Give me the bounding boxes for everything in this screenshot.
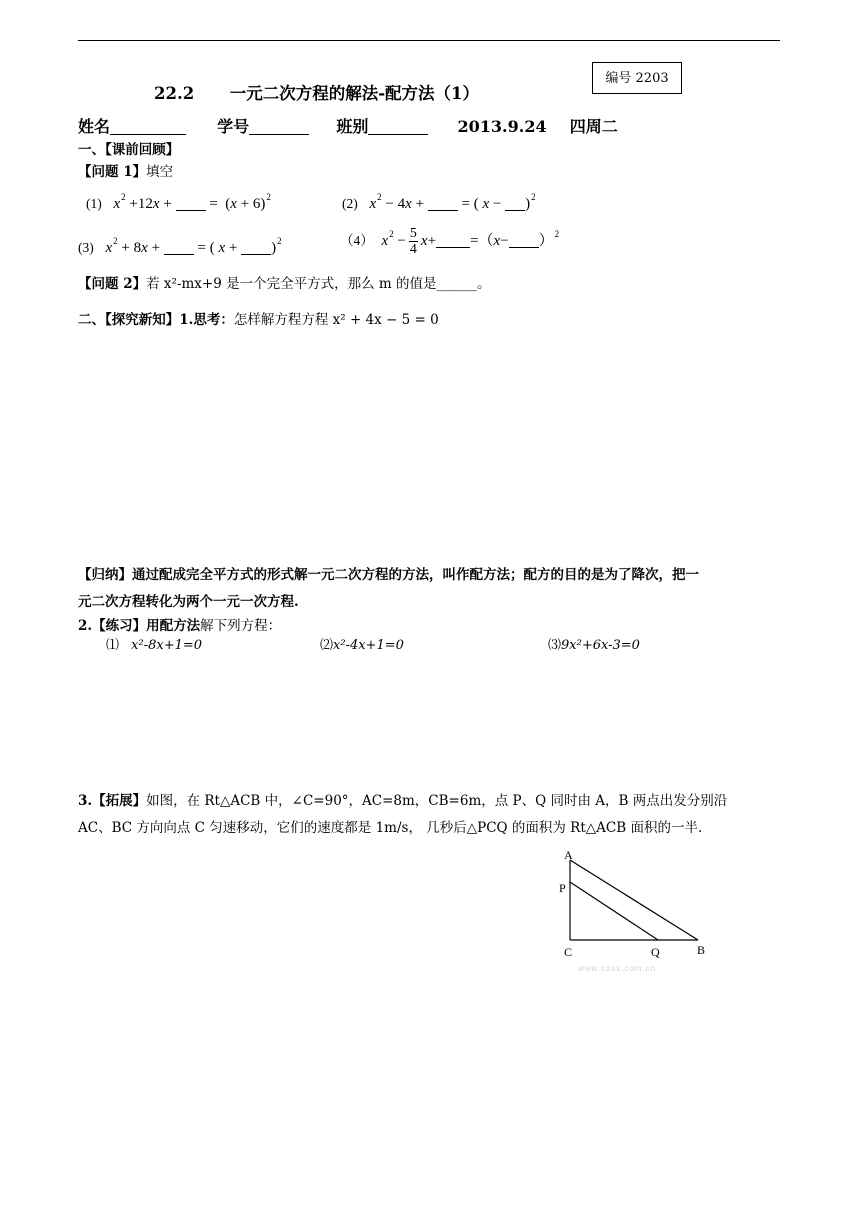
student-info-line — [78, 114, 618, 137]
practice-bold: 用配方法 — [146, 618, 201, 634]
fill-item-3-label: (3) — [78, 240, 94, 255]
section2-heading: 二、【探究新知】 — [78, 312, 180, 328]
summary-paragraph — [78, 562, 784, 616]
label-b: B — [697, 943, 706, 957]
think-text: 怎样解方程方程 x² + 4x − 5 = 0 — [233, 312, 439, 328]
segment-pq — [570, 882, 658, 940]
summary-tag: 【归纳】 — [78, 567, 132, 583]
weekday-text: 四周二 — [569, 117, 618, 136]
practice-tag: 2.【练习】 — [78, 618, 147, 634]
fill-item-4-label: （4） — [340, 232, 374, 248]
fill-item-1: (1) $x^2 +12x$ + = $(x + 6)^2$ — [86, 192, 271, 212]
title-text: 一元二次方程的解法-配方法（1） — [229, 84, 480, 103]
label-a: A — [564, 848, 573, 862]
question2-tag: 【问题 2】 — [78, 276, 147, 292]
triangle-figure — [556, 844, 716, 974]
worksheet-title — [154, 80, 479, 104]
id-label: 学号 — [217, 117, 250, 136]
question1-tag: 【问题 1】 — [78, 164, 147, 180]
date-text: 2013.9.24 — [457, 117, 547, 136]
section1-heading: 一、【课前回顾】 — [78, 142, 180, 158]
top-rule — [78, 40, 780, 41]
extension-line1: 如图，在 Rt△ACB 中，∠C=90°，AC=8m，CB=6m，点 P、Q 同时由 A，B 两点出发分别沿 — [146, 793, 728, 809]
practice-item-3-label: ⑶ — [548, 638, 562, 653]
practice-item-3 — [548, 634, 640, 653]
title-number: 22.2 — [154, 84, 195, 103]
question2-text: 若 x²-mx+9 是一个完全平方式，那么 m 的值是______。 — [146, 276, 491, 292]
class-blank[interactable] — [368, 118, 428, 135]
extension-paragraph — [78, 788, 784, 842]
question2-line — [78, 272, 490, 292]
fill-item-4: （4） $x^2$ − $\frac{5}{4}$ $x+ =(x- )^2$ — [340, 226, 560, 257]
label-q: Q — [651, 945, 660, 959]
name-label: 姓名 — [78, 117, 111, 136]
practice-line — [78, 614, 281, 634]
practice-item-1-eq: x²-8x+1=0 — [131, 638, 203, 653]
watermark-text: www.czsx.com.cn — [578, 964, 657, 973]
class-label: 班别 — [336, 117, 369, 136]
extension-tag: 3.【拓展】 — [78, 793, 147, 809]
label-c: C — [564, 945, 573, 959]
extension-line2: AC、BC 方向向点 C 匀速移动，它们的速度都是 1m/s， 几秒后△PCQ 的面积为 Rt△ACB 面积的一半. — [78, 820, 703, 836]
practice-item-2 — [320, 634, 404, 653]
segment-ab — [570, 860, 698, 940]
summary-line1: 通过配成完全平方式的形式解一元二次方程的方法，叫作配方法；配方的目的是为了降次，把一 — [132, 567, 699, 583]
fill-item-2-label: (2) — [342, 196, 358, 211]
practice-item-1-label: ⑴ — [106, 638, 120, 653]
question1-text: 填空 — [146, 164, 174, 180]
label-p: P — [559, 881, 566, 895]
document-code-box: 编号 2203 — [592, 62, 682, 94]
fill-item-2: (2) $x^2 - 4x$ + = ( x − )$^2$ — [342, 192, 536, 212]
practice-item-2-label: ⑵ — [320, 638, 334, 653]
name-blank[interactable] — [110, 118, 186, 135]
fill-item-1-label: (1) — [86, 196, 102, 211]
section2-think-line — [78, 308, 439, 328]
fill-item-3: (3) $x^2 + 8x$ + = ( x + )$^2$ — [78, 236, 282, 256]
practice-item-3-eq: 9x²+6x-3=0 — [561, 638, 640, 653]
think-label: 1.思考： — [179, 312, 234, 328]
practice-text: 解下列方程： — [200, 618, 282, 634]
summary-line2: 元二次方程转化为两个一元一次方程. — [78, 594, 299, 610]
id-blank[interactable] — [249, 118, 309, 135]
practice-item-1 — [106, 634, 202, 653]
question1-line — [78, 160, 173, 180]
practice-item-2-eq: x²-4x+1=0 — [333, 638, 404, 653]
